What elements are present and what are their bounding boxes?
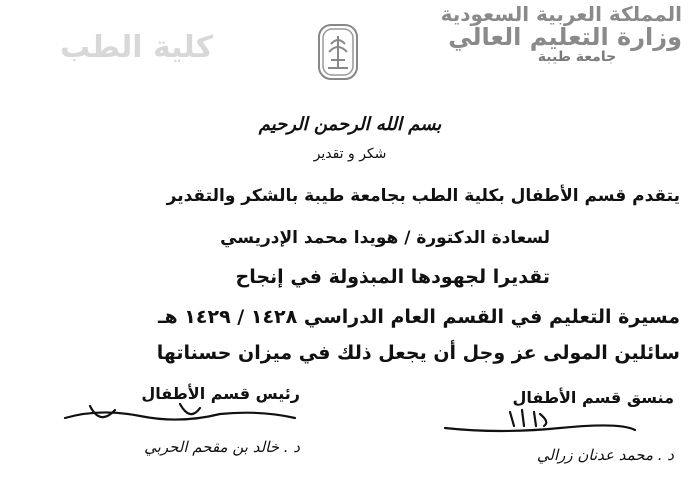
coordinator-role: منسق قسم الأطفال <box>512 388 674 407</box>
body-line-5: سائلين المولى عز وجل أن يجعل ذلك في ميزان حسناتها <box>156 342 680 364</box>
document-title: شكر و تقدير <box>313 146 387 162</box>
coordinator-name-block <box>414 446 674 464</box>
head-name: د . خالد بن مقحم الحربي <box>144 438 300 456</box>
faculty-name: كلية الطب <box>60 30 214 65</box>
letterhead <box>432 4 682 65</box>
coordinator-name: د . محمد عدنان زرالي <box>536 446 674 464</box>
head-role: رئيس قسم الأطفال <box>141 384 300 403</box>
head-signature-icon <box>60 396 300 432</box>
body-line-2: لسعادة الدكتورة / هويدا محمد الإدريسي <box>220 228 550 248</box>
body-line-4: مسيرة التعليم في القسم العام الدراسي ١٤٢٨ / ١٤٢٩ هـ <box>158 306 680 328</box>
coordinator-signature-icon <box>440 404 640 440</box>
university-name: جامعة طيبة <box>537 49 617 66</box>
ministry-name: وزارة التعليم العالي <box>448 23 682 51</box>
country-name: المملكة العربية السعودية <box>440 2 682 26</box>
body-line-3: تقديرا لجهودها المبذولة في إنجاح <box>235 266 550 288</box>
head-name-block <box>40 438 300 456</box>
body-line-1: يتقدم قسم الأطفال بكلية الطب بجامعة طيبة بالشكر والتقدير <box>166 186 680 206</box>
university-logo-icon <box>316 22 360 82</box>
basmala: بسم الله الرحمن الرحيم <box>258 114 442 135</box>
